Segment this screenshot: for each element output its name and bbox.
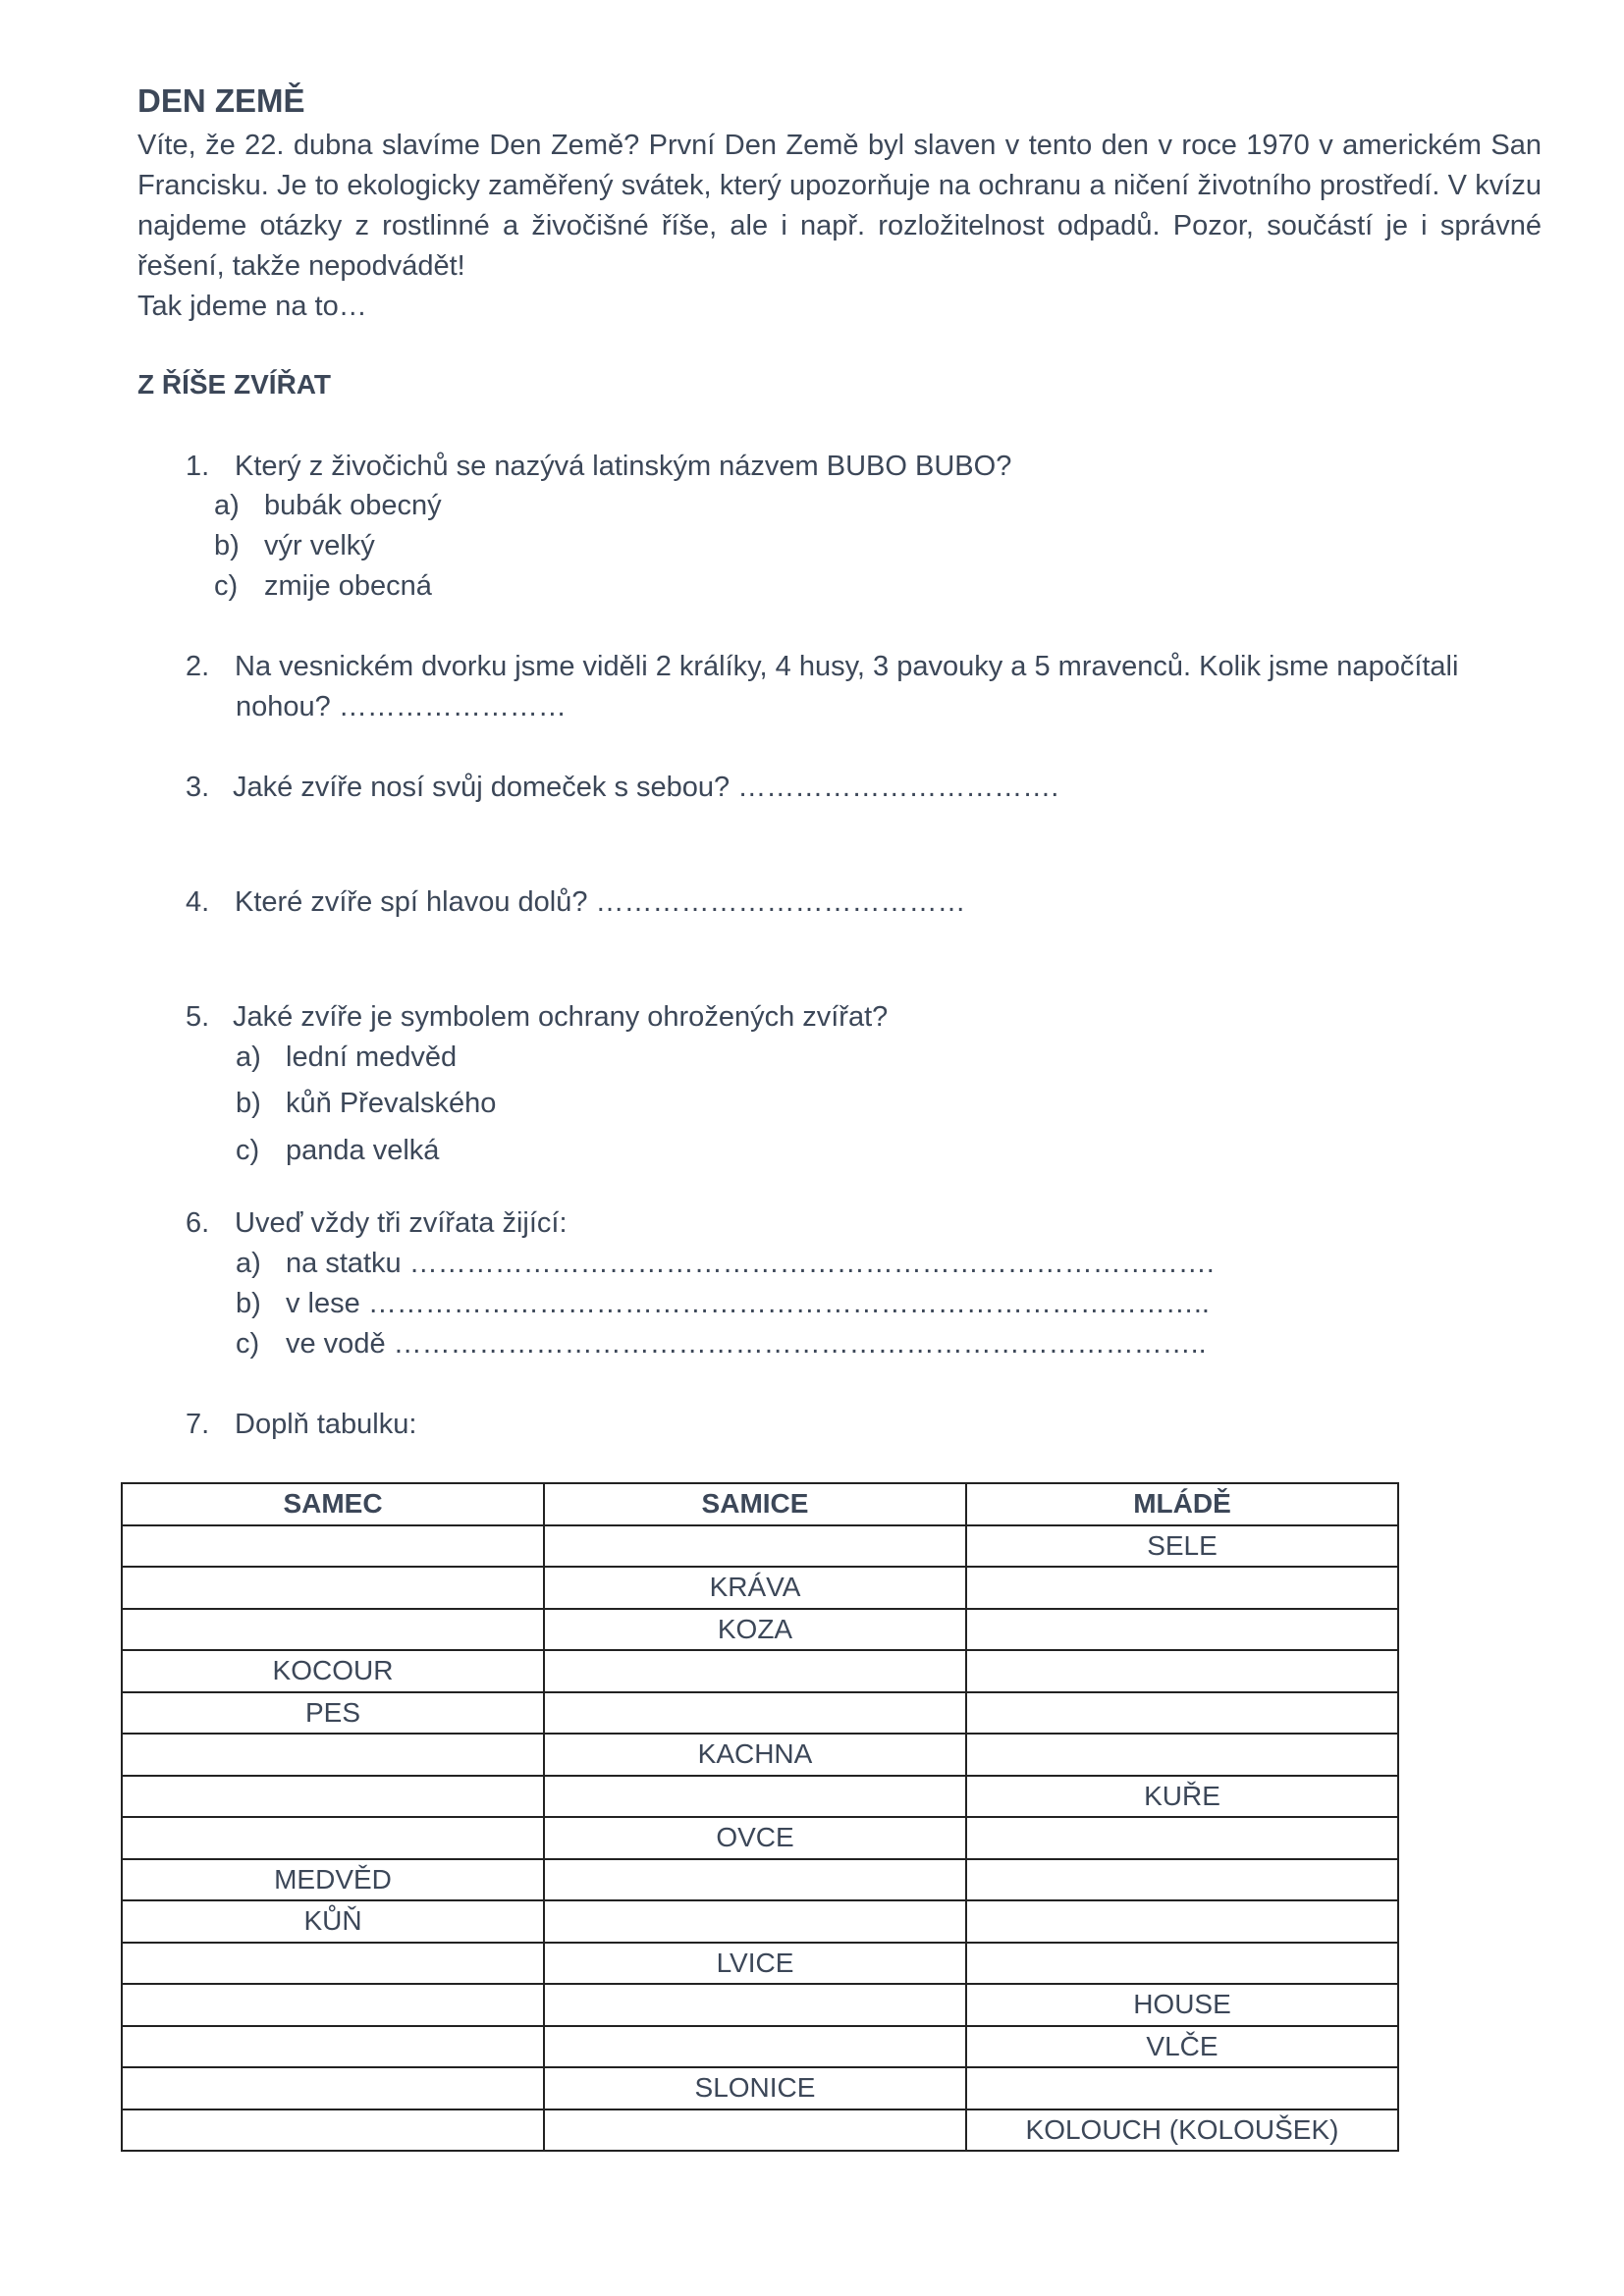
section-heading: Z ŘÍŠE ZVÍŘAT xyxy=(137,369,332,400)
question-2-continued: nohou? …………………… xyxy=(236,691,567,722)
question-text: Který z živočichů se nazývá latinským názvem BUBO BUBO? xyxy=(235,451,1012,482)
option-a xyxy=(236,1248,1215,1280)
option-letter: c) xyxy=(236,1328,260,1360)
table-cell[interactable] xyxy=(122,1567,544,1609)
table-cell[interactable] xyxy=(544,2109,966,2152)
option-letter: a) xyxy=(214,490,240,521)
table-row xyxy=(122,1650,1398,1692)
table-row xyxy=(122,1943,1398,1985)
table-cell[interactable]: KŮŇ xyxy=(122,1900,544,1943)
question-number: 1. xyxy=(186,451,210,482)
table-row xyxy=(122,1567,1398,1609)
option-b xyxy=(236,1288,1210,1320)
table-cell[interactable]: LVICE xyxy=(544,1943,966,1985)
intro-text: Víte, že 22. dubna slavíme Den Země? První Den Země byl slaven v tento den v roce 1970 v americkém San Francisku. Je to ekologicky zaměřený svátek, který upozorňuje na ochranu a ničení životního prostředí. V kvízu najdeme otázky z rostlinné a živočišné říše, ale i např. rozložitelnost odpadů. Pozor, součástí je i správné řešení, takže nepodvádět! xyxy=(137,130,1542,282)
table-cell[interactable] xyxy=(122,1943,544,1985)
option-letter: c) xyxy=(236,1135,260,1166)
table-cell[interactable] xyxy=(966,2067,1398,2109)
option-text: v lese …………………………………………………………………………….. xyxy=(286,1288,1210,1319)
header-samec: SAMEC xyxy=(122,1483,544,1525)
option-text: lední medvěd xyxy=(286,1041,458,1073)
header-samice: SAMICE xyxy=(544,1483,966,1525)
table-row xyxy=(122,1900,1398,1943)
table-cell[interactable]: VLČE xyxy=(966,2026,1398,2068)
option-letter: a) xyxy=(236,1248,261,1279)
option-text: bubák obecný xyxy=(264,490,442,521)
table-cell[interactable] xyxy=(966,1609,1398,1651)
option-c xyxy=(236,1135,440,1167)
intro-lead: Tak jdeme na to… xyxy=(137,291,367,322)
table-cell[interactable]: SELE xyxy=(966,1525,1398,1568)
option-letter: c) xyxy=(214,570,239,602)
table-cell[interactable]: KOZA xyxy=(544,1609,966,1651)
option-c xyxy=(236,1328,1207,1361)
question-text: Které zvíře spí hlavou dolů? ………………………………… xyxy=(235,886,966,918)
table-cell[interactable] xyxy=(966,1943,1398,1985)
table-cell[interactable] xyxy=(544,1900,966,1943)
table-cell[interactable]: OVCE xyxy=(544,1817,966,1859)
question-1 xyxy=(186,451,1012,483)
table-cell[interactable]: KOLOUCH (KOLOUŠEK) xyxy=(966,2109,1398,2152)
option-b xyxy=(214,530,375,562)
table-cell[interactable] xyxy=(544,1984,966,2026)
question-number: 7. xyxy=(186,1409,210,1440)
question-7 xyxy=(186,1409,417,1441)
table-row xyxy=(122,2026,1398,2068)
question-2 xyxy=(186,651,1459,683)
table-cell[interactable] xyxy=(966,1859,1398,1901)
question-6 xyxy=(186,1207,568,1240)
option-text: výr velký xyxy=(264,530,375,561)
table-cell[interactable]: MEDVĚD xyxy=(122,1859,544,1901)
animal-table xyxy=(121,1482,1399,2152)
table-header-row xyxy=(122,1483,1398,1525)
table-cell[interactable] xyxy=(544,1525,966,1568)
option-text: na statku …………………………………………………………………………. xyxy=(286,1248,1215,1279)
question-text: Jaké zvíře je symbolem ochrany ohrožených zvířat? xyxy=(233,1001,889,1033)
table-cell[interactable] xyxy=(544,1650,966,1692)
table-cell[interactable] xyxy=(544,1776,966,1818)
table-cell[interactable]: HOUSE xyxy=(966,1984,1398,2026)
table-cell[interactable] xyxy=(122,1776,544,1818)
table-cell[interactable] xyxy=(122,1609,544,1651)
question-text: Doplň tabulku: xyxy=(235,1409,417,1440)
table-cell[interactable] xyxy=(544,1859,966,1901)
option-letter: a) xyxy=(236,1041,261,1073)
option-text: ve vodě ………………………………………………………………………….. xyxy=(286,1328,1207,1360)
table-cell[interactable] xyxy=(122,1817,544,1859)
option-text: zmije obecná xyxy=(264,570,432,602)
option-b xyxy=(236,1088,497,1120)
option-text: kůň Převalského xyxy=(286,1088,497,1119)
table-row xyxy=(122,1734,1398,1776)
table-cell[interactable]: KACHNA xyxy=(544,1734,966,1776)
option-letter: b) xyxy=(236,1288,261,1319)
table-cell[interactable] xyxy=(122,2109,544,2152)
option-a xyxy=(214,490,442,522)
question-5 xyxy=(186,1001,889,1034)
question-number: 3. xyxy=(186,772,210,803)
header-mlade: MLÁDĚ xyxy=(966,1483,1398,1525)
question-3 xyxy=(186,772,1059,804)
table-row xyxy=(122,1525,1398,1568)
option-text: panda velká xyxy=(286,1135,440,1166)
table-row xyxy=(122,1609,1398,1651)
table-cell[interactable] xyxy=(122,2067,544,2109)
table-cell[interactable] xyxy=(122,1734,544,1776)
table-cell[interactable]: KRÁVA xyxy=(544,1567,966,1609)
intro-paragraph xyxy=(137,126,1542,327)
table-cell[interactable] xyxy=(966,1900,1398,1943)
table-cell[interactable] xyxy=(966,1734,1398,1776)
question-4 xyxy=(186,886,966,919)
table-row xyxy=(122,1859,1398,1901)
question-number: 4. xyxy=(186,886,210,918)
option-letter: b) xyxy=(214,530,240,561)
question-text: Uveď vždy tři zvířata žijící: xyxy=(235,1207,568,1239)
question-text: Na vesnickém dvorku jsme viděli 2 králíky, 4 husy, 3 pavouky a 5 mravenců. Kolik jsme napočítali xyxy=(235,651,1459,682)
page-title: DEN ZEMĚ xyxy=(137,82,305,119)
table-cell[interactable] xyxy=(966,1650,1398,1692)
table-row xyxy=(122,2109,1398,2152)
table-cell[interactable]: KUŘE xyxy=(966,1776,1398,1818)
table-cell[interactable] xyxy=(122,1984,544,2026)
table-cell[interactable] xyxy=(122,1525,544,1568)
question-number: 2. xyxy=(186,651,210,682)
table-row xyxy=(122,1776,1398,1818)
question-text: Jaké zvíře nosí svůj domeček s sebou? ……………………………. xyxy=(233,772,1059,803)
table-cell[interactable]: PES xyxy=(122,1692,544,1735)
table-cell[interactable] xyxy=(122,2026,544,2068)
table-row xyxy=(122,1692,1398,1735)
table-row xyxy=(122,1984,1398,2026)
table-cell[interactable] xyxy=(966,1567,1398,1609)
table-cell[interactable] xyxy=(544,1692,966,1735)
table-cell[interactable] xyxy=(966,1817,1398,1859)
question-number: 6. xyxy=(186,1207,210,1239)
table-cell[interactable]: SLONICE xyxy=(544,2067,966,2109)
table-row xyxy=(122,1817,1398,1859)
table-cell[interactable] xyxy=(544,2026,966,2068)
option-letter: b) xyxy=(236,1088,261,1119)
table-cell[interactable] xyxy=(966,1692,1398,1735)
option-c xyxy=(214,570,432,603)
table-cell[interactable]: KOCOUR xyxy=(122,1650,544,1692)
option-a xyxy=(236,1041,458,1074)
question-number: 5. xyxy=(186,1001,210,1033)
table-row xyxy=(122,2067,1398,2109)
